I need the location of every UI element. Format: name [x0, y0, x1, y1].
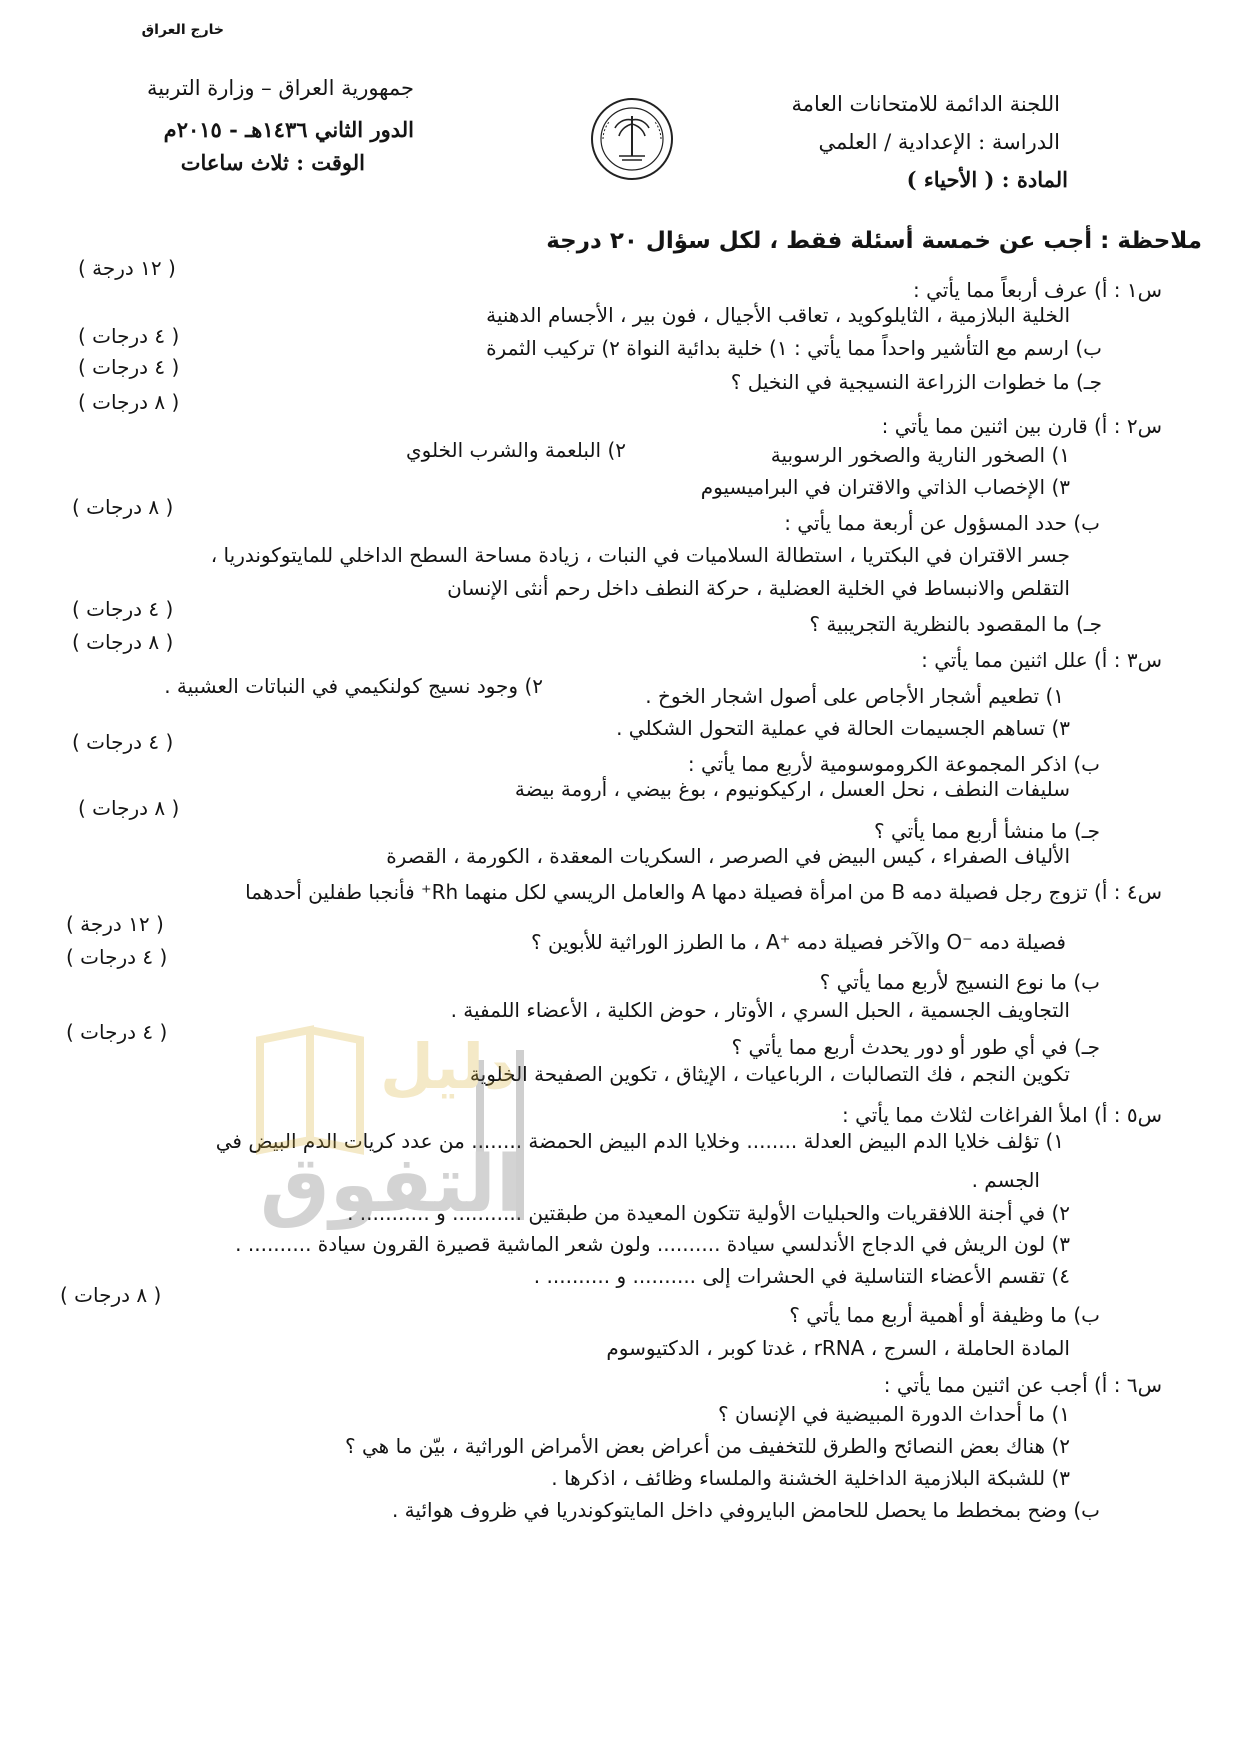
committee-title: اللجنة الدائمة للامتحانات العامة	[791, 92, 1060, 116]
q6-a: س٦ : أ) أجب عن اثنين مما يأتي :	[883, 1373, 1162, 1397]
mark-q1-c: ( ٤ درجات )	[78, 355, 180, 379]
mark-q3-a: ( ٤ درجات )	[72, 730, 174, 754]
q3-a-3: ٣) تساهم الجسيمات الحالة في عملية التحول الشكلي .	[616, 716, 1070, 740]
q5-a-4: ٤) تقسم الأعضاء التناسلية في الحشرات إلى .......... و .......... .	[533, 1264, 1070, 1288]
q4-a-line2: فصيلة دمه ⁻O والآخر فصيلة دمه ⁺A ، ما الطرز الوراثية للأبوين ؟	[531, 930, 1066, 954]
q4-c-items: تكوين النجم ، فك التصالبات ، الرباعيات ، الإيثاق ، تكوين الصفيحة الخلوية	[469, 1062, 1070, 1086]
mark-q3-b: ( ٨ درجات )	[78, 796, 180, 820]
q5-a-3: ٣) لون الريش في الدجاج الأندلسي سيادة .......... ولون شعر الماشية قصيرة القرون سيادة .......... .	[235, 1232, 1070, 1256]
mark-q4-b: ( ٤ درجات )	[66, 945, 168, 969]
subject-label: المادة : ( الأحياء )	[906, 167, 1068, 192]
mark-q2-c: ( ٨ درجات )	[72, 630, 174, 654]
q6-a-3: ٣) للشبكة البلازمية الداخلية الخشنة والملساء وظائف ، اذكرها .	[551, 1466, 1070, 1490]
watermark-line1: دليل	[380, 1030, 516, 1103]
q4-b: ب) ما نوع النسيج لأربع مما يأتي ؟	[819, 970, 1100, 994]
q2-a-1: ١) الصخور النارية والصخور الرسوبية	[770, 443, 1070, 467]
mark-q4-a: ( ١٢ درجة )	[66, 912, 164, 936]
study-stream: الدراسة : الإعدادية / العلمي	[818, 130, 1060, 154]
q5-a-2: ٢) في أجنة اللافقريات والحبليات الأولية تتكون المعيدة من طبقتين ........... و ........... .	[347, 1201, 1070, 1225]
q2-c: جـ) ما المقصود بالنظرية التجريبية ؟	[809, 612, 1102, 636]
exam-round: الدور الثاني ١٤٣٦هـ - ٢٠١٥م	[163, 117, 414, 142]
q5-a: س٥ : أ) املأ الفراغات لثلاث مما يأتي :	[842, 1103, 1162, 1127]
q6-a-1: ١) ما أحداث الدورة المبيضية في الإنسان ؟	[718, 1402, 1070, 1426]
q2-a-2: ٢) البلعمة والشرب الخلوي	[405, 438, 626, 462]
q5-b-items: المادة الحاملة ، السرج ، rRNA ، غدتا كوبر ، الدكتيوسوم	[606, 1336, 1070, 1360]
q1-c: جـ) ما خطوات الزراعة النسيجية في النخيل ؟	[730, 370, 1102, 394]
q6-b: ب) وضح بمخطط ما يحصل للحامض البايروفي داخل المايتوكوندريا في ظروف هوائية .	[391, 1498, 1100, 1522]
q2-b-line1: جسر الاقتران في البكتريا ، استطالة السلاميات في النبات ، زيادة مساحة السطح الداخلي للمايتوكوندريا ،	[210, 543, 1070, 567]
abroad-label: خارج العراق	[141, 22, 224, 38]
mark-q4-b-2: ( ٤ درجات )	[66, 1020, 168, 1044]
country-ministry: جمهورية العراق – وزارة التربية	[146, 76, 414, 100]
q5-a-1b: الجسم .	[971, 1168, 1040, 1192]
q3-b: ب) اذكر المجموعة الكروموسومية لأربع مما يأتي :	[687, 752, 1100, 776]
q2-b: ب) حدد المسؤول عن أربعة مما يأتي :	[784, 511, 1100, 535]
q2-b-line2: التقلص والانبساط في الخلية العضلية ، حركة النطف داخل رحم أنثى الإنسان	[447, 576, 1070, 600]
instructions-note: ملاحظة : أجب عن خمسة أسئلة فقط ، لكل سؤال ٢٠ درجة	[546, 228, 1202, 254]
q3-b-items: سليفات النطف ، نحل العسل ، اركيكونيوم ، بوغ بيضي ، أرومة بيضة	[514, 777, 1070, 801]
q2-a-3: ٣) الإخصاب الذاتي والاقتران في البراميسيوم	[700, 475, 1070, 499]
mark-q5-a: ( ٨ درجات )	[60, 1283, 162, 1307]
q3-a-1: ١) تطعيم أشجار الأجاص على أصول اشجار الخوخ .	[645, 684, 1064, 708]
mark-q2-a: ( ٨ درجات )	[72, 495, 174, 519]
q2-a: س٢ : أ) قارن بين اثنين مما يأتي :	[881, 414, 1162, 438]
q3-a: س٣ : أ) علل اثنين مما يأتي :	[921, 648, 1162, 672]
q5-a-1a: ١) تؤلف خلايا الدم البيض العدلة ........ وخلايا الدم البيض الحمضة ........ من عدد كريات الدم البيض في	[215, 1129, 1064, 1153]
watermark-line2: التفوق	[260, 1140, 523, 1230]
q3-c-items: الألياف الصفراء ، كيس البيض في الصرصر ، السكريات المعقدة ، الكورمة ، القصرة	[386, 844, 1070, 868]
q4-a-line1: س٤ : أ) تزوج رجل فصيلة دمه B من امرأة فصيلة دمها A والعامل الريسي لكل منهما Rh⁺ فأنجبا طفلين أحدهما	[245, 880, 1162, 904]
q3-a-2: ٢) وجود نسيج كولنكيمي في النباتات العشبية .	[164, 674, 543, 698]
q1-b: ب) ارسم مع التأشير واحداً مما يأتي : ١) خلية بدائية النواة ٢) تركيب الثمرة	[486, 336, 1102, 360]
q4-c: جـ) في أي طور أو دور يحدث أربع مما يأتي ؟	[731, 1035, 1100, 1059]
mark-q2-b: ( ٤ درجات )	[72, 597, 174, 621]
q3-c: جـ) ما منشأ أربع مما يأتي ؟	[874, 819, 1100, 843]
mark-q1-b: ( ٤ درجات )	[78, 324, 180, 348]
ministry-seal-icon	[589, 96, 675, 182]
q6-a-2: ٢) هناك بعض النصائح والطرق للتخفيف من أعراض بعض الأمراض الوراثية ، بيّن ما هي ؟	[345, 1434, 1070, 1458]
mark-q1-extra: ( ٨ درجات )	[78, 390, 180, 414]
mark-q1-a: ( ١٢ درجة )	[78, 256, 176, 280]
q1-a: س١ : أ) عرف أربعاً مما يأتي :	[913, 278, 1162, 302]
exam-duration: الوقت : ثلاث ساعات	[180, 150, 365, 175]
q4-b-items: التجاويف الجسمية ، الحبل السري ، الأوتار ، حوض الكلية ، الأعضاء اللمفية .	[450, 998, 1070, 1022]
watermark-logo	[240, 1020, 580, 1280]
q5-b: ب) ما وظيفة أو أهمية أربع مما يأتي ؟	[789, 1303, 1100, 1327]
q1-a-items: الخلية البلازمية ، الثايلوكويد ، تعاقب الأجيال ، فون بير ، الأجسام الدهنية	[486, 303, 1070, 327]
